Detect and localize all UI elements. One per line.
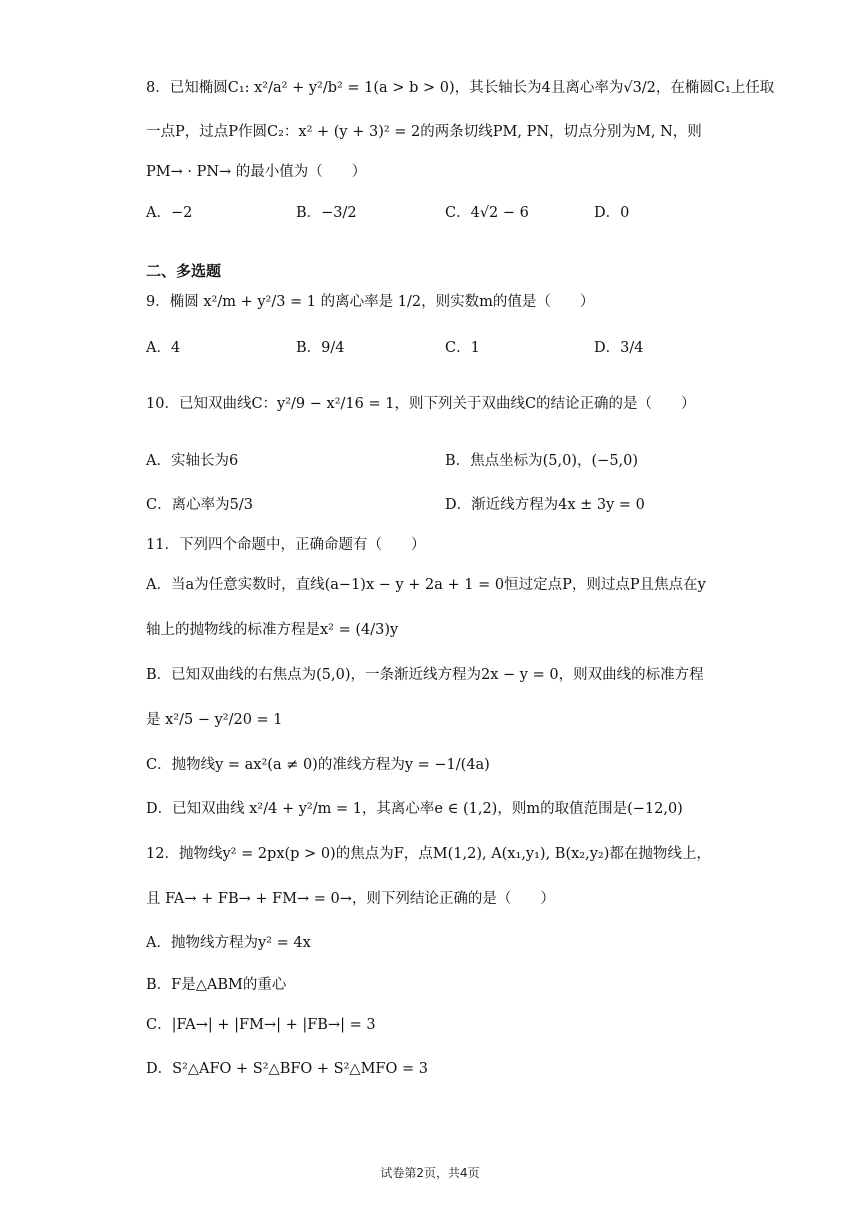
- q8-option-a: A．−2: [146, 205, 193, 221]
- page-footer: 试卷第2页，共4页: [380, 1166, 480, 1180]
- q12-option-d: D．S²△AFO + S²△BFO + S²△MFO = 3: [146, 1061, 428, 1077]
- q12-option-b: B．F是△ABM的重心: [146, 977, 287, 993]
- q11-option-d: D．已知双曲线 x²/4 + y²/m = 1，其离心率e ∈ (1,2)，则m的取值范围是(−12,0): [146, 801, 683, 817]
- section-title: 二、多选题: [146, 262, 222, 280]
- q9-option-c: C．1: [445, 340, 480, 356]
- q10-option-a: A．实轴长为6: [146, 453, 239, 469]
- q11-option-b-line1: B．已知双曲线的右焦点为(5,0)，一条渐近线方程为2x − y = 0，则双曲线的标准方程: [146, 667, 704, 683]
- q10-line1: 10．已知双曲线C：y²/9 − x²/16 = 1，则下列关于双曲线C的结论正确的是（ ）: [146, 396, 696, 412]
- q9-line1: 9．椭圆 x²/m + y²/3 = 1 的离心率是 1/2，则实数m的值是（ ）: [146, 294, 595, 310]
- q10-option-c: C．离心率为5/3: [146, 497, 253, 513]
- q12-option-a: A．抛物线方程为y² = 4x: [146, 935, 311, 951]
- q9-option-b: B．9/4: [296, 340, 345, 356]
- q8-option-b: B．−3/2: [296, 205, 357, 221]
- q8-line2: 一点P，过点P作圆C₂：x² + (y + 3)² = 2的两条切线PM, PN，切点分别为M, N，则: [146, 124, 702, 140]
- q12-line2: 且 FA→ + FB→ + FM→ = 0→，则下列结论正确的是（ ）: [146, 891, 555, 907]
- q11-option-c: C．抛物线y = ax²(a ≠ 0)的准线方程为y = −1/(4a): [146, 757, 490, 773]
- q8-line1: 8．已知椭圆C₁: x²/a² + y²/b² = 1(a > b > 0)，其长轴长为4且离心率为√3/2，在椭圆C₁上任取: [146, 80, 775, 96]
- q12-line1: 12．抛物线y² = 2px(p > 0)的焦点为F，点M(1,2), A(x₁,y₁), B(x₂,y₂)都在抛物线上，: [146, 846, 711, 862]
- q8-option-d: D．0: [594, 205, 630, 221]
- q11-line1: 11．下列四个命题中，正确命题有（ ）: [146, 537, 426, 553]
- q8-option-c: C．4√2 − 6: [445, 205, 529, 221]
- q10-option-b: B．焦点坐标为(5,0)，(−5,0): [445, 453, 639, 469]
- q9-option-a: A．4: [146, 340, 181, 356]
- q11-option-a-line1: A．当a为任意实数时，直线(a−1)x − y + 2a + 1 = 0恒过定点P，则过点P且焦点在y: [146, 577, 706, 593]
- q12-option-c: C．|FA→| + |FM→| + |FB→| = 3: [146, 1017, 376, 1033]
- q8-line3: PM→ · PN→ 的最小值为（ ）: [146, 164, 367, 180]
- q11-option-a-line2: 轴上的抛物线的标准方程是x² = (4/3)y: [146, 622, 399, 638]
- q9-option-d: D．3/4: [594, 340, 644, 356]
- q10-option-d: D．渐近线方程为4x ± 3y = 0: [445, 497, 645, 513]
- q11-option-b-line2: 是 x²/5 − y²/20 = 1: [146, 712, 283, 728]
